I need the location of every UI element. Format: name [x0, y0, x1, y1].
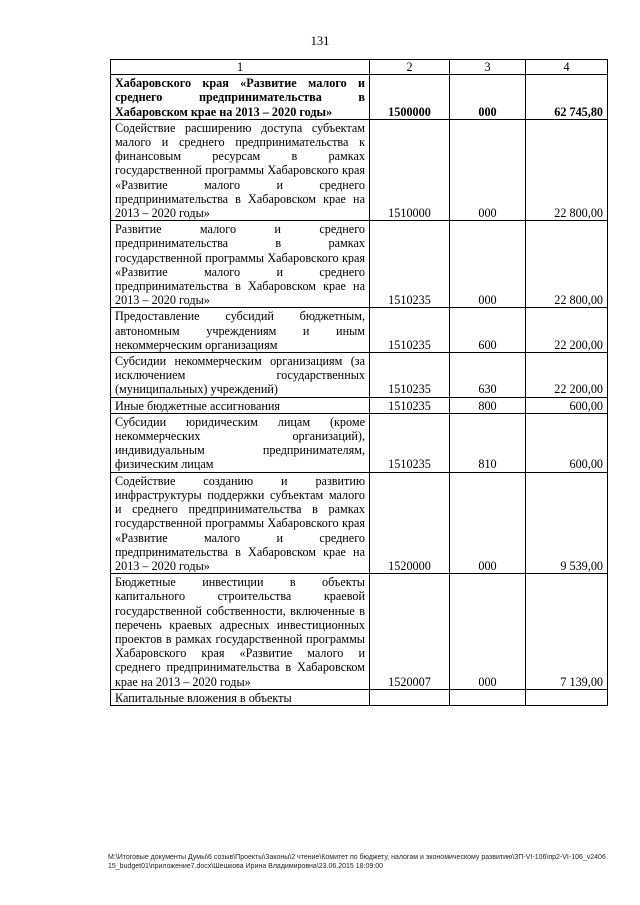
row-name: Иные бюджетные ассигнования: [111, 397, 370, 413]
row-name: Развитие малого и среднего предпринимательства в рамках государственной программы Хабаровского края «Развитие малого и среднего предпринимательства в Хабаровском крае на 2013 – 2020 годы»: [111, 221, 370, 308]
table-row: [111, 689, 608, 705]
row-expense-type: 800: [450, 397, 526, 413]
table-row: [111, 308, 608, 353]
table-row: [111, 119, 608, 220]
row-amount: 22 800,00: [526, 119, 608, 220]
row-code: 1510235: [370, 353, 450, 398]
row-expense-type: [450, 689, 526, 705]
row-name: Бюджетные инвестиции в объекты капитального строительства краевой государственной собственности, включенные в перечень краевых адресных инвестиционных проектов в рамках государственной программы Хабаровского края «Развитие малого и среднего предпринимательства в Хабаровском крае на 2013 – 2020 годы»: [111, 574, 370, 690]
column-header-1: 1: [111, 60, 370, 75]
budget-table: [110, 59, 608, 706]
table-header-row: [111, 60, 608, 75]
row-code: 1510000: [370, 119, 450, 220]
row-expense-type: 630: [450, 353, 526, 398]
row-amount: 9 539,00: [526, 472, 608, 573]
row-expense-type: 000: [450, 574, 526, 690]
table-row: [111, 75, 608, 120]
table-row: [111, 472, 608, 573]
row-amount: 600,00: [526, 413, 608, 472]
row-code: [370, 689, 450, 705]
file-path-footer: М:\Итоговые документы Думы\6 созыв\Проекты\Законы\2 чтение\Комитет по бюджету, налогам и экономическому развитию\ЗП-VI-106\пр2-VI-106_v240615_budget01\приложение7.docx\Шешкова Ирина Владимировна\23.06.2015 18:09:00: [108, 854, 606, 870]
table-row: [111, 413, 608, 472]
row-name: Содействие созданию и развитию инфраструктуры поддержки субъектам малого и среднего предпринимательства в рамках государственной программы Хабаровского края «Развитие малого и среднего предпринимательства в Хабаровском крае на 2013 – 2020 годы»: [111, 472, 370, 573]
row-amount: 22 800,00: [526, 221, 608, 308]
table-row: [111, 574, 608, 690]
row-amount: 7 139,00: [526, 574, 608, 690]
row-expense-type: 000: [450, 221, 526, 308]
row-expense-type: 810: [450, 413, 526, 472]
row-amount: [526, 689, 608, 705]
column-header-4: 4: [526, 60, 608, 75]
row-code: 1510235: [370, 397, 450, 413]
table-row: [111, 353, 608, 398]
row-name: Содействие расширению доступа субъектам малого и среднего предпринимательства к финансовым ресурсам в рамках государственной программы Хабаровского края «Развитие малого и среднего предпринимательства в Хабаровском крае на 2013 – 2020 годы»: [111, 119, 370, 220]
row-amount: 22 200,00: [526, 308, 608, 353]
row-name: Капитальные вложения в объекты: [111, 689, 370, 705]
page-number: 131: [310, 34, 330, 48]
column-header-2: 2: [370, 60, 450, 75]
row-expense-type: 000: [450, 75, 526, 120]
column-header-3: 3: [450, 60, 526, 75]
table-row: [111, 397, 608, 413]
row-expense-type: 000: [450, 472, 526, 573]
row-code: 1520000: [370, 472, 450, 573]
table-body: [111, 75, 608, 706]
row-name: Субсидии некоммерческим организациям (за исключением государственных (муниципальных) учреждений): [111, 353, 370, 398]
row-expense-type: 600: [450, 308, 526, 353]
row-name: Предоставление субсидий бюджетным, автономным учреждениям и иным некоммерческим организациям: [111, 308, 370, 353]
row-amount: 22 200,00: [526, 353, 608, 398]
table-row: [111, 221, 608, 308]
row-name: Хабаровского края «Развитие малого и среднего предпринимательства в Хабаровском крае на 2013 – 2020 годы»: [111, 75, 370, 120]
row-amount: 600,00: [526, 397, 608, 413]
row-name: Субсидии юридическим лицам (кроме некоммерческих организаций), индивидуальным предпринимателям, физическим лицам: [111, 413, 370, 472]
row-amount: 62 745,80: [526, 75, 608, 120]
row-code: 1510235: [370, 221, 450, 308]
row-code: 1520007: [370, 574, 450, 690]
row-code: 1510235: [370, 308, 450, 353]
row-code: 1510235: [370, 413, 450, 472]
row-expense-type: 000: [450, 119, 526, 220]
row-code: 1500000: [370, 75, 450, 120]
